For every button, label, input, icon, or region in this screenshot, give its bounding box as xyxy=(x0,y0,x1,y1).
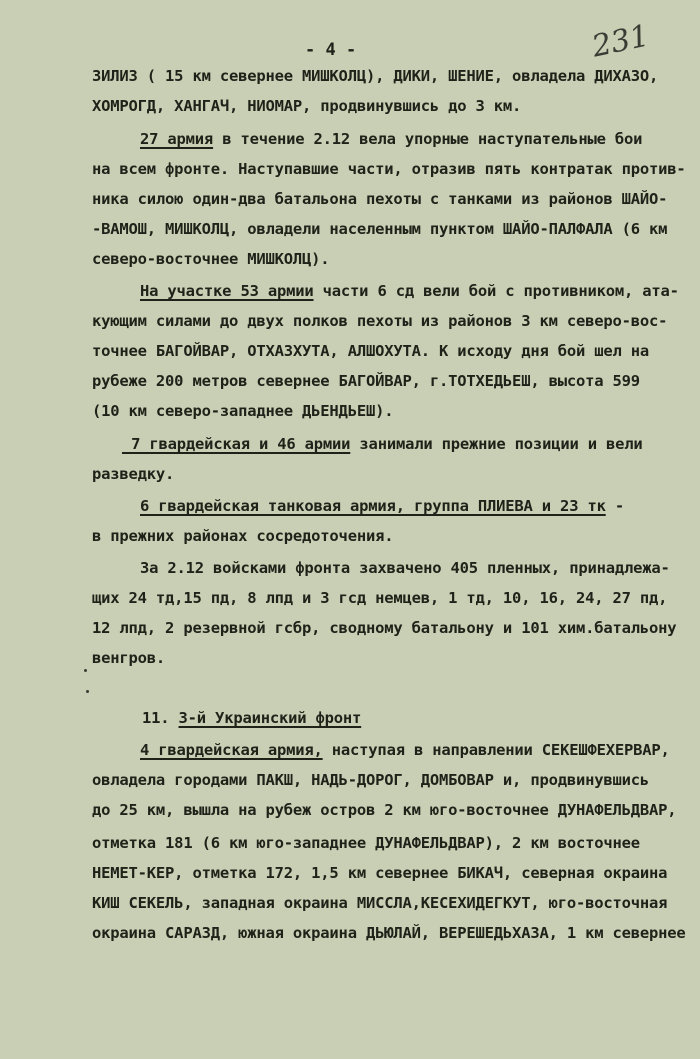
text-line xyxy=(92,159,686,179)
text-line xyxy=(92,341,649,361)
text-line xyxy=(140,740,670,760)
text-segment: НЕМЕТ-КЕР, отметка 172, 1,5 км севернее БИКАЧ, северная окраина xyxy=(92,864,668,882)
text-segment: ЗИЛИЗ ( 15 км севернее МИШКОЛЦ), ДИКИ, ШЕНИЕ, овладела ДИХАЗО, xyxy=(92,67,659,85)
underlined-heading: 4 гвардейская армия, xyxy=(140,741,323,759)
text-segment: северо-восточнее МИШКОЛЦ). xyxy=(92,250,330,268)
text-line xyxy=(140,558,670,578)
text-segment: до 25 км, вышла на рубеж остров 2 км юго-восточнее ДУНАФЕЛЬДВАР, xyxy=(92,801,677,819)
text-segment: (10 км северо-западнее ДЬЕНДЬЕШ). xyxy=(92,402,394,420)
text-segment: КИШ СЕКЕЛЬ, западная окраина МИССЛА,КЕСЕХИДЕГКУТ, юго-восточная xyxy=(92,894,668,912)
underlined-heading: 27 армия xyxy=(140,130,214,148)
text-line xyxy=(92,96,521,116)
text-segment: окраина САРАЗД, южная окраина ДЬЮЛАЙ, ВЕРЕШЕДЬХАЗА, 1 км севернее xyxy=(92,924,686,942)
text-segment: 12 лпд, 2 резервной гсбр, сводному батальону и 101 хим.батальону xyxy=(92,619,677,637)
text-segment: точнее БАГОЙВАР, ОТХАЗХУТА, АЛШОХУТА. К исходу дня бой шел на xyxy=(92,342,650,360)
text-line xyxy=(92,833,640,853)
text-line xyxy=(140,281,679,301)
text-line xyxy=(92,371,640,391)
text-segment: венгров. xyxy=(92,649,166,667)
text-segment: ника силою один-два батальона пехоты с танками из районов ШАЙО- xyxy=(92,190,668,208)
text-segment: За 2.12 войсками фронта захвачено 405 пленных, принадлежа- xyxy=(140,559,670,577)
text-segment: разведку. xyxy=(92,465,175,483)
text-line xyxy=(92,863,667,883)
archive-stamp-number: 231 xyxy=(588,18,653,65)
text-segment: ХОМРОГД, ХАНГАЧ, НИОМАР, продвинувшись до 3 км. xyxy=(92,97,522,115)
text-line xyxy=(92,464,174,484)
text-line xyxy=(92,923,686,943)
margin-mark xyxy=(86,690,89,693)
text-segment: части 6 сд вели бой с противником, ата- xyxy=(313,282,679,300)
page-number: - 4 - xyxy=(305,40,357,60)
text-line xyxy=(92,648,165,668)
text-segment: на всем фронте. Наступавшие части, отразив пять контратак против- xyxy=(92,160,686,178)
text-line xyxy=(92,526,393,546)
text-segment: - xyxy=(605,497,624,515)
text-line xyxy=(142,708,361,728)
text-line xyxy=(92,618,676,638)
text-segment: -ВАМОШ, МИШКОЛЦ, овладели населенным пунктом ШАЙО-ПАЛФАЛА (6 км xyxy=(92,220,668,238)
text-segment: в течение 2.12 вела упорные наступательные бои xyxy=(213,130,643,148)
text-line xyxy=(92,770,649,790)
margin-mark xyxy=(84,669,87,672)
text-line xyxy=(92,189,667,209)
text-line xyxy=(92,893,667,913)
text-line xyxy=(140,129,642,149)
text-segment: занимали прежние позиции и вели xyxy=(350,435,643,453)
text-segment: отметка 181 (6 км юго-западнее ДУНАФЕЛЬДВАР), 2 км восточнее xyxy=(92,834,640,852)
text-segment: овладела городами ПАКШ, НАДЬ-ДОРОГ, ДОМБОВАР и, продвинувшись xyxy=(92,771,650,789)
text-segment: кующим силами до двух полков пехоты из районов 3 км северо-вос- xyxy=(92,312,668,330)
text-line xyxy=(92,249,329,269)
text-line xyxy=(92,311,667,331)
text-segment: щих 24 тд,15 пд, 8 лпд и 3 гсд немцев, 1 тд, 10, 16, 24, 27 пд, xyxy=(92,589,668,607)
underlined-heading: 6 гвардейская танковая армия, группа ПЛИЕВА и 23 тк xyxy=(140,497,606,515)
underlined-heading: 7 гвардейская и 46 армии xyxy=(122,435,351,453)
text-line xyxy=(122,434,643,454)
text-segment: в прежних районах сосредоточения. xyxy=(92,527,394,545)
text-segment: 11. xyxy=(142,709,179,727)
text-line xyxy=(140,496,624,516)
text-line xyxy=(92,219,667,239)
text-segment: рубеже 200 метров севернее БАГОЙВАР, г.ТОТХЕДЬЕШ, высота 599 xyxy=(92,372,640,390)
underlined-heading: 3-й Украинский фронт xyxy=(178,709,362,727)
text-line xyxy=(92,401,393,421)
text-line xyxy=(92,66,658,86)
text-segment: наступая в направлении СЕКЕШФЕХЕРВАР, xyxy=(322,741,670,759)
text-line xyxy=(92,588,667,608)
underlined-heading: На участке 53 армии xyxy=(140,282,314,300)
text-line xyxy=(92,800,676,820)
